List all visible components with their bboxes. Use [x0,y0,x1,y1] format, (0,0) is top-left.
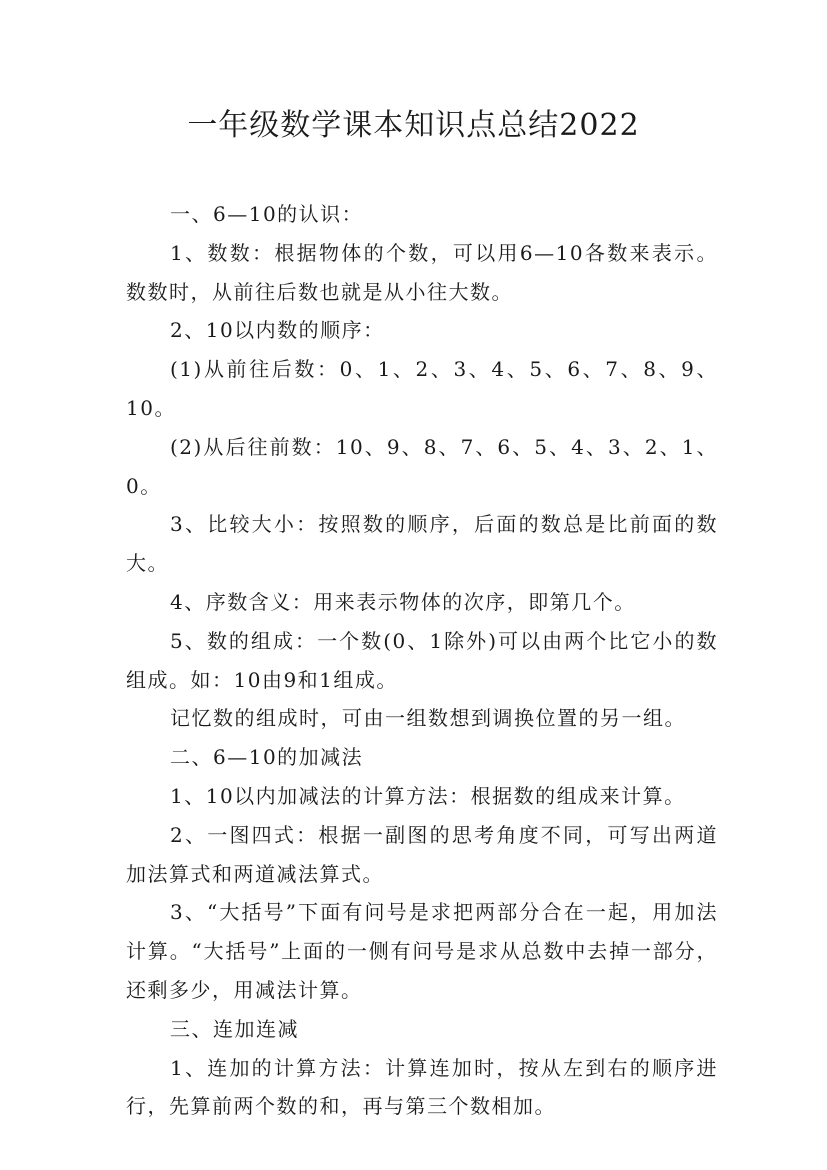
paragraph: 2、10以内数的顺序： [170,318,385,343]
paragraph: (1)从前往后数：0、1、2、3、4、5、6、7、8、9、10。 [126,357,718,420]
paragraph: 1、10以内加减法的计算方法：根据数的组成来计算。 [170,783,686,808]
paragraph: 1、数数：根据物体的个数，可以用6—10各数来表示。数数时，从前往后数也就是从小往大数。 [126,240,718,304]
paragraph: 2、一图四式：根据一副图的思考角度不同，可写出两道加法算式和两道减法算式。 [126,822,718,886]
heading-section-3: 三、连加连减 [170,1016,299,1041]
paragraph: 记忆数的组成时，可由一组数想到调换位置的另一组。 [170,706,686,731]
document-body [126,195,718,1126]
heading-section-1: 一、6—10的认识： [170,202,364,226]
paragraph: 5、数的组成：一个数(0、1除外)可以由两个比它小的数组成。如：10由9和1组成。 [126,628,718,692]
heading-section-2: 二、6—10的加减法 [170,745,364,770]
document-title: 一年级数学课本知识点总结2022 [187,108,640,143]
paragraph: 3、比较大小：按照数的顺序，后面的数总是比前面的数大。 [126,512,718,576]
paragraph: (2)从后往前数：10、9、8、7、6、5、4、3、2、1、0。 [126,434,718,498]
paragraph: 3、“大括号”下面有问号是求把两部分合在一起，用加法计算。“大括号”上面的一侧有问号是求从总数中去掉一部分，还剩多少，用减法计算。 [126,900,718,1002]
paragraph: 1、连加的计算方法：计算连加时，按从左到右的顺序进行，先算前两个数的和，再与第三个数相加。 [126,1055,718,1119]
paragraph: 4、序数含义：用来表示物体的次序，即第几个。 [170,589,636,614]
